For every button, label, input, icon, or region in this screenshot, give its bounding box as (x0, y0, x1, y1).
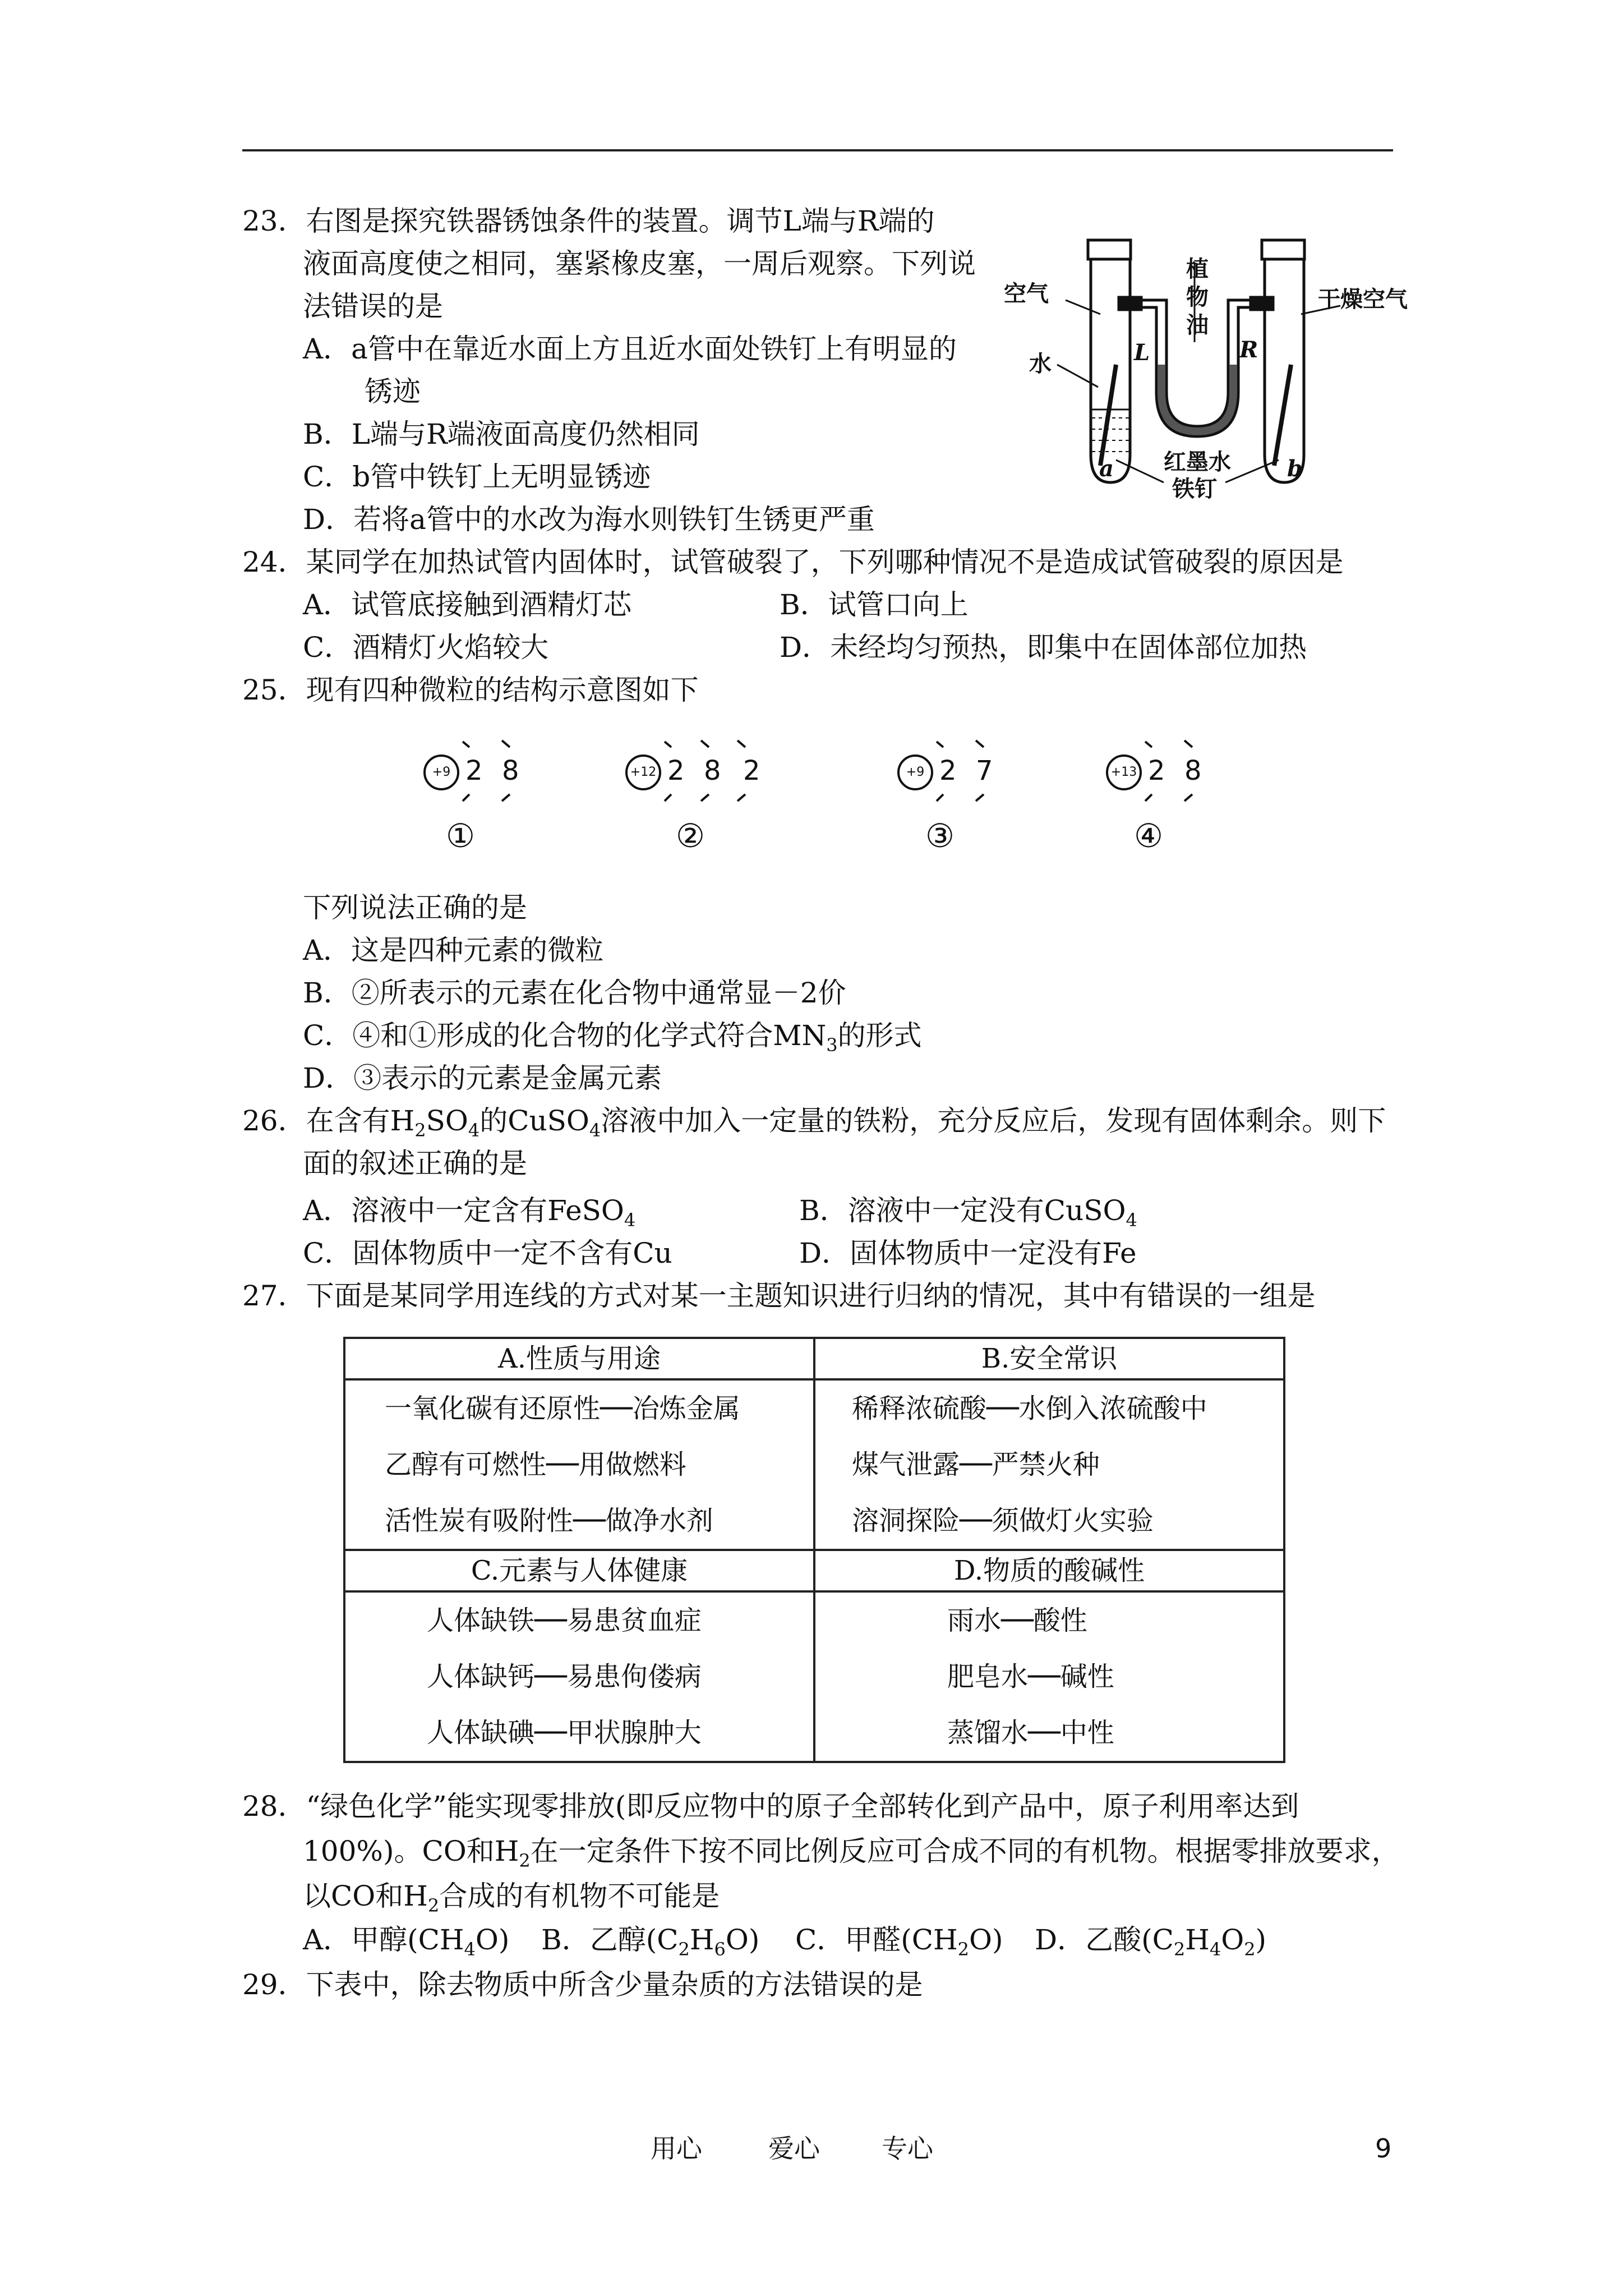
q29-stem: 29．下表中，除去物质中所含少量杂质的方法错误的是 (242, 1968, 923, 2001)
q28-option-b: B．乙醇$(C_2H_6O)$ (541, 1924, 760, 1960)
rust-apparatus-figure (1004, 224, 1430, 505)
label-tube-a: a (1099, 455, 1114, 482)
q28-line2: 100%)。CO和$H_2$在一定条件下按不同比例反应可合成不同的有机物。根据零排放要求， (303, 1835, 1400, 1871)
q28-option-c: C．甲醛$(CH_2O)$ (795, 1924, 1003, 1960)
q25-option-d: D．③表示的元素是金属元素 (303, 1062, 662, 1094)
q28-option-a: A．甲醇$(CH_4O)$ (303, 1924, 510, 1960)
table-row: 活性炭有吸附性──做净水剂 (385, 1505, 713, 1536)
q23-option-c: C．b管中铁钉上无明显锈迹 (303, 461, 651, 493)
electron-shell-2: 8 (502, 755, 519, 786)
q23-line1: 23．右图是探究铁器锈蚀条件的装置。调节L端与R端的 (242, 205, 935, 237)
table-row: 溶洞探险──须做灯火实验 (852, 1505, 1154, 1536)
footer-word-1: 用心 (651, 2133, 702, 2164)
label-nail: 铁钉 (1172, 476, 1217, 502)
nucleus: +13 (1106, 754, 1142, 790)
header-rule (242, 149, 1393, 151)
q26-line1: 26．在含有$H_2SO_4$的CuSO$_4$溶液中加入一定量的铁粉，充分反应后，发现有固体剩余。则下 (242, 1105, 1386, 1141)
label-veg-oil-2: 物 (1186, 284, 1209, 310)
atom-diagram-4 (1106, 735, 1218, 892)
atom-label: ④ (1134, 817, 1163, 855)
nucleus: +9 (897, 754, 933, 790)
electron-shell-1: 2 (1148, 755, 1165, 786)
page-number: 9 (1375, 2133, 1392, 2164)
label-veg-oil-1: 植 (1186, 256, 1209, 282)
footer-word-2: 爱心 (768, 2133, 820, 2164)
q23-option-a-cont: 锈迹 (365, 375, 421, 408)
atom-label: ③ (925, 817, 955, 855)
q24-option-d: D．未经均匀预热，即集中在固体部位加热 (780, 631, 1307, 664)
table-cell-c (344, 1591, 814, 1762)
q25-option-a: A．这是四种元素的微粒 (303, 934, 604, 967)
table-cell-a (344, 1379, 814, 1550)
label-tube-b: b (1287, 455, 1303, 482)
electron-shell-1: 2 (465, 755, 483, 786)
q27-stem: 27．下面是某同学用连线的方式对某一主题知识进行归纳的情况，其中有错误的一组是 (242, 1280, 1316, 1312)
table-header-a: A.性质与用途 (344, 1338, 814, 1379)
q25-stem: 25．现有四种微粒的结构示意图如下 (242, 674, 699, 706)
label-veg-oil-3: 油 (1186, 312, 1209, 338)
q26-line2: 面的叙述正确的是 (303, 1147, 527, 1180)
q25-option-c: C．④和①形成的化合物的化学式符合$MN_3$的形式 (303, 1019, 922, 1056)
q23-option-d: D．若将a管中的水改为海水则铁钉生锈更严重 (303, 503, 875, 536)
q24-option-b: B．试管口向上 (780, 588, 969, 621)
table-row: 乙醇有可燃性──用做燃料 (385, 1449, 686, 1480)
q24-option-c: C．酒精灯火焰较大 (303, 631, 549, 664)
electron-shell-1: 2 (939, 755, 957, 786)
table-row: 蒸馏水──中性 (947, 1717, 1114, 1749)
atom-diagram-1 (423, 735, 536, 892)
label-water: 水 (1029, 351, 1052, 377)
nucleus: +9 (423, 754, 459, 790)
label-red-ink: 红墨水 (1164, 449, 1231, 475)
electron-shell-3: 2 (743, 755, 760, 786)
q24-option-a: A．试管底接触到酒精灯芯 (303, 588, 632, 621)
q26-option-d: D．固体物质中一定没有Fe (799, 1237, 1137, 1269)
q25-prompt: 下列说法正确的是 (303, 891, 527, 924)
electron-shell-1: 2 (667, 755, 685, 786)
label-R: R (1239, 337, 1258, 363)
atom-diagram-2 (625, 735, 771, 892)
table-row: 人体缺钙──易患佝偻病 (427, 1661, 702, 1692)
q24-stem: 24．某同学在加热试管内固体时，试管破裂了，下列哪种情况不是造成试管破裂的原因是 (242, 546, 1344, 578)
knowledge-summary-table (343, 1337, 1285, 1763)
nucleus: +12 (625, 754, 661, 790)
footer-word-3: 专心 (882, 2133, 933, 2164)
q23-option-b: B．L端与R端液面高度仍然相同 (303, 418, 700, 450)
q28-option-d: D．乙酸$(C_2H_4O_2)$ (1035, 1924, 1267, 1960)
electron-shell-2: 7 (976, 755, 993, 786)
q23-line3: 法错误的是 (303, 290, 443, 323)
table-cell-d (814, 1591, 1284, 1762)
q28-line1: 28．“绿色化学”能实现零排放(即反应物中的原子全部转化到产品中，原子利用率达到 (242, 1790, 1299, 1823)
label-air: 空气 (1004, 281, 1049, 307)
table-row: 人体缺铁──易患贫血症 (427, 1605, 702, 1636)
atom-label: ① (446, 817, 475, 855)
q28-line3: 以CO和$H_2$合成的有机物不可能是 (303, 1880, 720, 1916)
table-row: 稀释浓硫酸──水倒入浓硫酸中 (852, 1393, 1207, 1424)
table-row: 煤气泄露──严禁火种 (852, 1449, 1100, 1480)
table-header-d: D.物质的酸碱性 (814, 1550, 1284, 1591)
table-header-c: C.元素与人体健康 (344, 1550, 814, 1591)
q26-option-a: A．溶液中一定含有FeSO$_4$ (303, 1194, 636, 1231)
atom-diagram-3 (897, 735, 1009, 892)
q23-line2: 液面高度使之相同，塞紧橡皮塞，一周后观察。下列说 (303, 247, 976, 280)
table-header-b: B.安全常识 (814, 1338, 1284, 1379)
electron-shell-2: 8 (1184, 755, 1202, 786)
q25-option-b: B．②所表示的元素在化合物中通常显－2价 (303, 977, 846, 1009)
q26-option-c: C．固体物质中一定不含有Cu (303, 1237, 672, 1269)
table-row: 雨水──酸性 (947, 1605, 1087, 1636)
atom-label: ② (676, 817, 705, 855)
q23-option-a: A．a管中在靠近水面上方且近水面处铁钉上有明显的 (303, 333, 957, 365)
q26-option-b: B．溶液中一定没有CuSO$_4$ (799, 1194, 1137, 1231)
table-row: 一氧化碳有还原性──冶炼金属 (385, 1393, 740, 1424)
table-row: 肥皂水──碱性 (947, 1661, 1114, 1692)
table-row: 人体缺碘──甲状腺肿大 (427, 1717, 702, 1749)
label-L: L (1134, 339, 1150, 366)
electron-shell-2: 8 (704, 755, 721, 786)
label-dry-air: 干燥空气 (1318, 287, 1408, 312)
table-cell-b (814, 1379, 1284, 1550)
